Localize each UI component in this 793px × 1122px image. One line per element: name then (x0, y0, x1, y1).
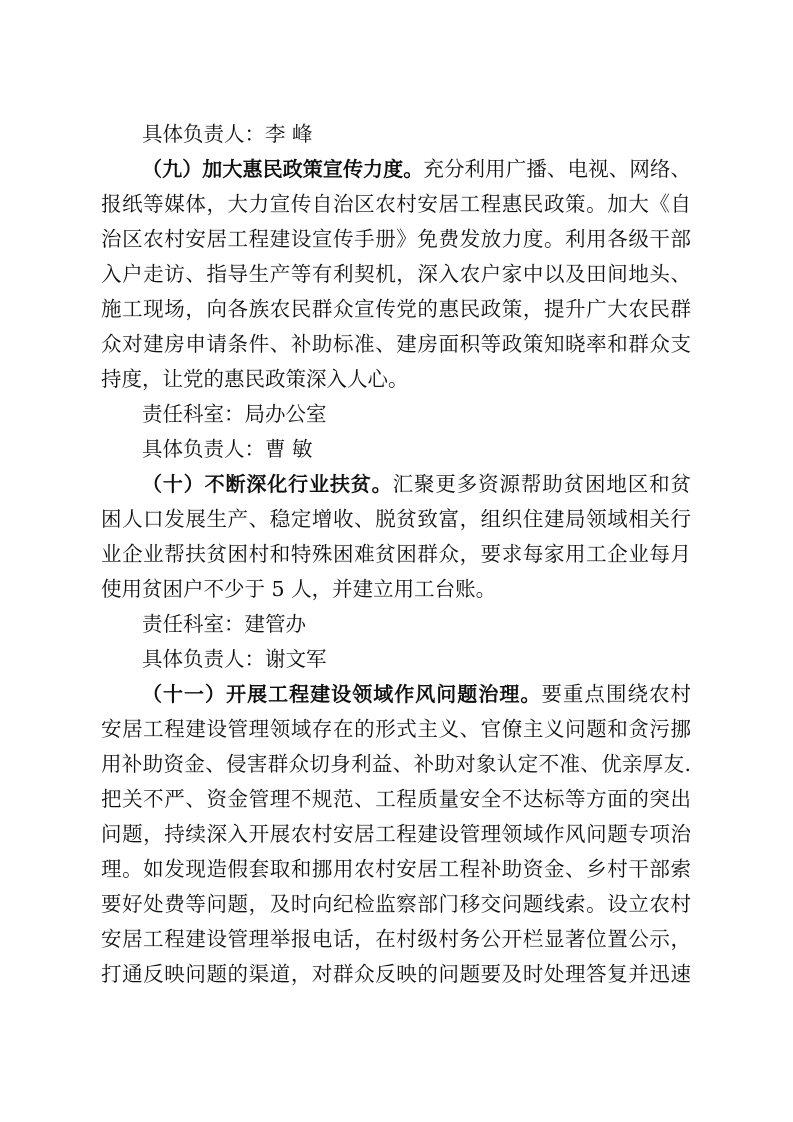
text-line (101, 887, 691, 922)
text-line (101, 747, 691, 782)
line-text: 理。如发现造假套取和挪用农村安居工程补助资金、乡村干部索 (101, 857, 691, 881)
text-line (101, 817, 691, 852)
document-body (101, 117, 691, 992)
line-text: 困人口发展生产、稳定增收、脱贫致富，组织住建局领域相关行 (101, 507, 691, 531)
text-line (101, 467, 691, 502)
text-line (101, 922, 691, 957)
line-text: 用补助资金、侵害群众切身利益、补助对象认定不准、优亲厚友. (101, 752, 691, 776)
line-text: 充分利用广播、电视、网络、 (423, 157, 691, 181)
section-heading: （十）不断深化行业扶贫。 (142, 472, 393, 496)
line-text: 具体负责人：李 峰 (142, 122, 313, 146)
line-text: 众对建房申请条件、补助标准、建房面积等政策知晓率和群众支 (101, 332, 691, 356)
text-line (101, 117, 691, 152)
text-line (101, 957, 691, 992)
text-line (101, 607, 691, 642)
text-line (101, 397, 691, 432)
line-text: 要好处费等问题，及时向纪检监察部门移交问题线索。设立农村 (101, 892, 691, 916)
line-text: 具体负责人：曹 敏 (142, 437, 313, 461)
line-text: 施工现场，向各族农民群众宣传党的惠民政策，提升广大农民群 (101, 297, 691, 321)
line-text: 报纸等媒体，大力宣传自治区农村安居工程惠民政策。加大《自 (101, 192, 691, 216)
text-line (101, 782, 691, 817)
text-line (101, 222, 691, 257)
line-text: 汇聚更多资源帮助贫困地区和贫 (392, 472, 691, 496)
text-line (101, 537, 691, 572)
text-line (101, 152, 691, 187)
line-text: 治区农村安居工程建设宣传手册》免费发放力度。利用各级干部 (101, 227, 691, 251)
line-text: 安居工程建设管理举报电话，在村级村务公开栏显著位置公示， (101, 927, 691, 951)
line-text: 打通反映问题的渠道，对群众反映的问题要及时处理答复并迅速 (101, 962, 691, 986)
section-heading: （九）加大惠民政策宣传力度。 (142, 157, 424, 181)
text-line (101, 257, 691, 292)
line-text: 持度，让党的惠民政策深入人心。 (101, 367, 409, 391)
line-text: 业企业帮扶贫困村和特殊困难贫困群众，要求每家用工企业每月 (101, 542, 691, 566)
text-line (101, 362, 691, 397)
line-text: 使用贫困户不少于 5 人，并建立用工台账。 (101, 577, 497, 601)
text-line (101, 572, 691, 607)
text-line (101, 327, 691, 362)
line-text: 要重点围绕农村 (541, 682, 691, 706)
text-line (101, 187, 691, 222)
text-line (101, 292, 691, 327)
text-line (101, 432, 691, 467)
text-line (101, 852, 691, 887)
line-text: 具体负责人：谢文军 (142, 647, 327, 671)
line-text: 问题，持续深入开展农村安居工程建设管理领域作风问题专项治 (101, 822, 691, 846)
line-text: 责任科室：建管办 (142, 612, 306, 636)
text-line (101, 642, 691, 677)
text-line (101, 677, 691, 712)
section-heading: （十一）开展工程建设领域作风问题治理。 (142, 682, 542, 706)
line-text: 把关不严、资金管理不规范、工程质量安全不达标等方面的突出 (101, 787, 691, 811)
line-text: 入户走访、指导生产等有利契机，深入农户家中以及田间地头、 (101, 262, 691, 286)
text-line (101, 712, 691, 747)
line-text: 责任科室：局办公室 (142, 402, 327, 426)
line-text: 安居工程建设管理领域存在的形式主义、官僚主义问题和贪污挪 (101, 717, 691, 741)
text-line (101, 502, 691, 537)
